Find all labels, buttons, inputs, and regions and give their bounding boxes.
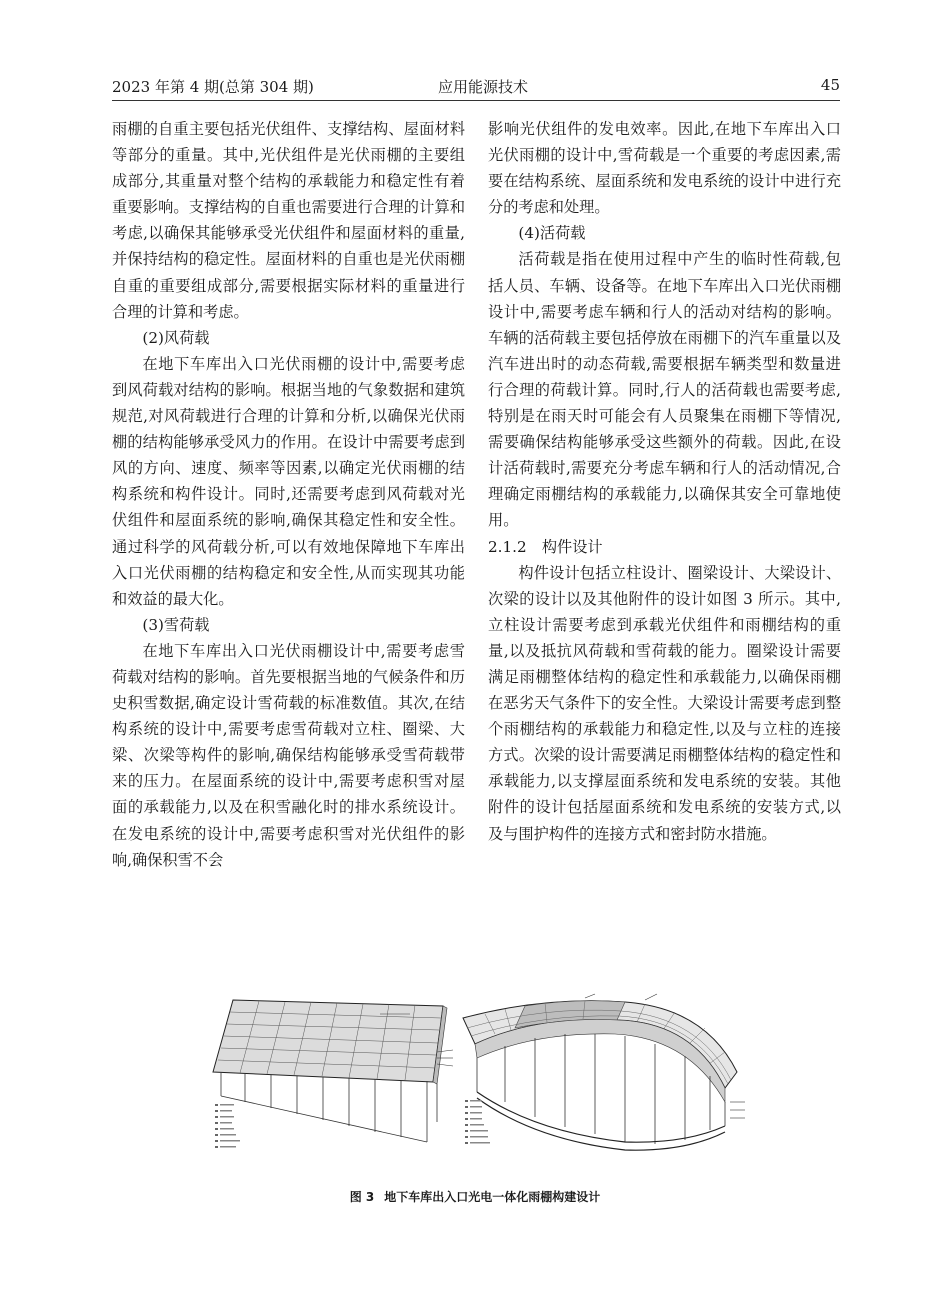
figure-caption bbox=[0, 1188, 950, 1205]
paragraph-snow-load: 在地下车库出入口光伏雨棚设计中,需要考虑雪荷载对结构的影响。首先要根据当地的气候条件和历史积雪数据,确定设计雪荷载的标准数值。其次,在结构系统的设计中,需要考虑雪荷载对立柱、圈梁、大梁、次梁等构件的影响,确保结构能够承受雪荷载带来的压力。在屋面系统的设计中,需要考虑积雪对屋面的承载能力,以及在积雪融化时的排水系统设计。在发电系统的设计中,需要考虑积雪对光伏组件的影响,确保积雪不会 bbox=[112, 641, 465, 869]
flat-canopy-drawing bbox=[213, 1000, 453, 1142]
page-number: 45 bbox=[820, 76, 840, 94]
section-heading-component-design: 2.1.2 构件设计 bbox=[488, 537, 603, 556]
left-legend bbox=[215, 1104, 240, 1148]
paragraph-snow-load-cont: 影响光伏组件的发电效率。因此,在地下车库出入口光伏雨棚的设计中,雪荷载是一个重要的考虑因素,需要在结构系统、屋面系统和发电系统的设计中进行充分的考虑和处理。 bbox=[488, 120, 841, 217]
journal-title: 应用能源技术 bbox=[438, 78, 529, 96]
paragraph-component-design: 构件设计包括立柱设计、圈梁设计、大梁设计、次梁的设计以及其他附件的设计如图 3 所示。其中,立柱设计需要考虑到承载光伏组件和雨棚结构的重量,以及抵抗风荷载和雪荷载的能力。圈梁设计需要满足雨棚整体结构的稳定性和承载能力,以确保雨棚在恶劣天气条件下的安全性。大梁设计需要考虑到整个雨棚结构的承载能力和稳定性,以及与立柱的连接方式。次梁的设计需要满足雨棚整体结构的稳定性和承载能力,以支撑屋面系统和发电系统的安装。其他附件的设计包括屋面系统和发电系统的安装方式,以及与围护构件的连接方式和密封防水措施。 bbox=[488, 563, 841, 843]
canopy-illustration bbox=[205, 992, 750, 1177]
paragraph-wind-load: 在地下车库出入口光伏雨棚的设计中,需要考虑到风荷载对结构的影响。根据当地的气象数据和建筑规范,对风荷载进行合理的计算和分析,以确保光伏雨棚的结构能够承受风力的作用。在设计中需要考虑到风的方向、速度、频率等因素,以确定光伏雨棚的结构系统和构件设计。同时,还需要考虑到风荷载对光伏组件和屋面系统的影响,确保其稳定性和安全性。通过科学的风荷载分析,可以有效地保障地下车库出入口光伏雨棚的结构稳定和安全性,从而实现其功能和效益的最大化。 bbox=[112, 354, 465, 608]
heading-snow-load: (3)雪荷载 bbox=[142, 615, 210, 634]
paragraph-live-load: 活荷载是指在使用过程中产生的临时性荷载,包括人员、车辆、设备等。在地下车库出入口光伏雨棚设计中,需要考虑车辆和行人的活动对结构的影响。车辆的活荷载主要包括停放在雨棚下的汽车重量以及汽车进出时的动态荷载,需要根据车辆类型和数量进行合理的荷载计算。同时,行人的活荷载也需要考虑,特别是在雨天时可能会有人员聚集在雨棚下等情况,需要确保结构能够承受这些额外的荷载。因此,在设计活荷载时,需要充分考虑车辆和行人的活动情况,合理确定雨棚结构的承载能力,以确保其安全可靠地使用。 bbox=[488, 250, 841, 530]
right-legend bbox=[465, 1100, 490, 1144]
running-header bbox=[112, 72, 840, 98]
right-column bbox=[488, 116, 841, 847]
figure-number: 图 3 bbox=[349, 1190, 375, 1204]
heading-wind-load: (2)风荷载 bbox=[142, 328, 210, 347]
figure-title: 地下车库出入口光电一体化雨棚构建设计 bbox=[384, 1190, 601, 1204]
paragraph-self-weight: 雨棚的自重主要包括光伏组件、支撑结构、屋面材料等部分的重量。其中,光伏组件是光伏雨棚的主要组成部分,其重量对整个结构的承载能力和稳定性有着重要影响。支撑结构的自重也需要进行合理的计算和考虑,以确保其能够承受光伏组件和屋面材料的重量,并保持结构的稳定性。屋面材料的自重也是光伏雨棚自重的重要组成部分,需要根据实际材料的重量进行合理的计算和考虑。 bbox=[112, 120, 465, 321]
issue-info: 2023 年第 4 期(总第 304 期) bbox=[112, 78, 314, 96]
heading-live-load: (4)活荷载 bbox=[518, 224, 586, 243]
left-column bbox=[112, 116, 465, 873]
header-rule bbox=[112, 100, 840, 101]
curved-canopy-drawing bbox=[463, 994, 745, 1150]
figure-canopy-drawings bbox=[205, 992, 750, 1177]
